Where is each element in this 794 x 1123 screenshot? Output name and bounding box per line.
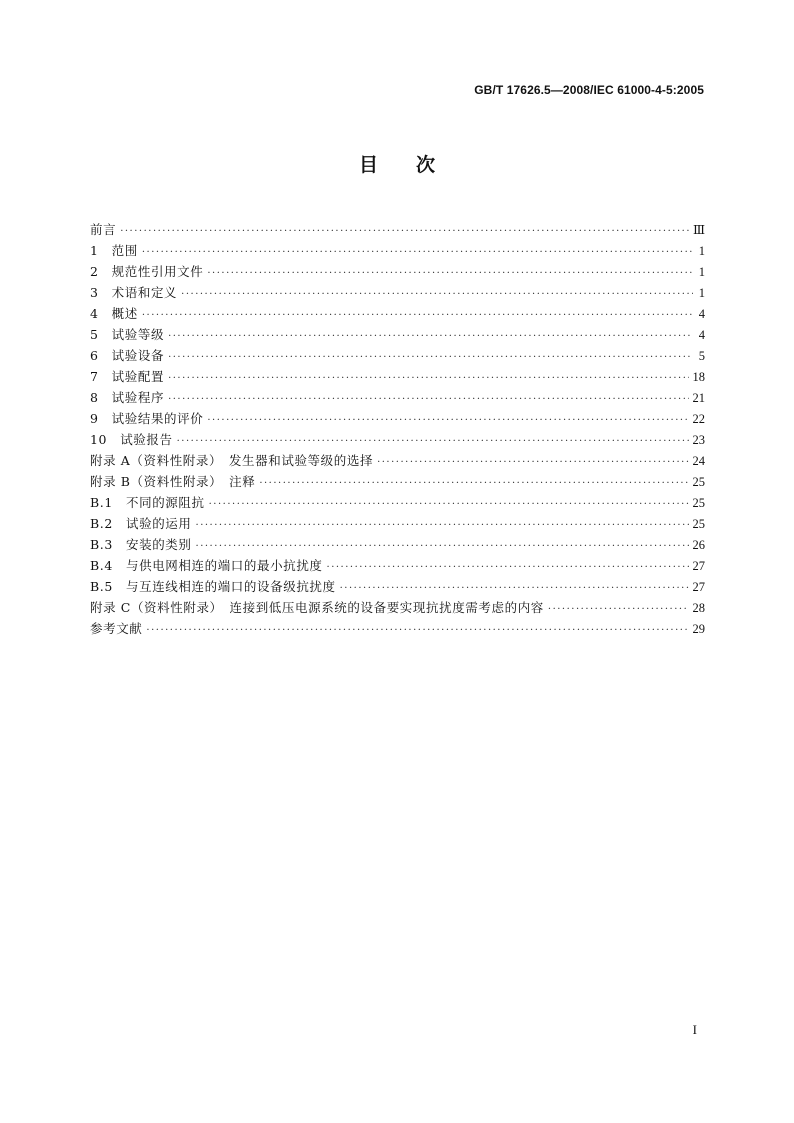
toc-entry-label: B.4 与供电网相连的端口的最小抗扰度 [90,558,323,573]
toc-entry-label: 参考文献 [90,621,143,636]
toc-entry-b5[interactable] [90,576,705,597]
toc-leader-dots [377,452,688,473]
toc-leader-dots [168,326,693,347]
toc-leader-dots [168,347,693,368]
toc-entry-8[interactable] [90,387,705,408]
toc-entry-label: 3 术语和定义 [90,285,178,300]
toc-entry-annex-a[interactable] [90,450,705,471]
toc-leader-dots [209,494,689,515]
toc-entry-label: 4 概述 [90,306,138,321]
toc-entry-page: 1 [698,265,705,279]
page-title-char-1: 目 [358,154,378,176]
toc-entry-page: 22 [692,412,705,426]
toc-entry-page: 4 [698,307,705,321]
toc-entry-label: 10 试验报告 [90,432,173,447]
toc-leader-dots [168,368,688,389]
toc-entry-page: 21 [692,391,705,405]
toc-leader-dots [168,389,688,410]
toc-entry-page: 24 [692,454,705,468]
standard-number-header: GB/T 17626.5—2008/IEC 61000-4-5:2005 [474,83,704,97]
toc-entry-b1[interactable] [90,492,705,513]
table-of-contents [90,219,705,639]
toc-entry-annex-b[interactable] [90,471,705,492]
toc-entry-5[interactable] [90,324,705,345]
toc-entry-label: B.5 与互连线相连的端口的设备级抗扰度 [90,579,336,594]
toc-leader-dots [196,515,689,536]
toc-entry-b3[interactable] [90,534,705,555]
toc-leader-dots [259,473,688,494]
toc-entry-page: 5 [698,349,705,363]
toc-entry-page: 27 [692,580,705,594]
toc-entry-1[interactable] [90,240,705,261]
toc-entry-b2[interactable] [90,513,705,534]
toc-leader-dots [207,410,688,431]
page-title-char-2: 次 [416,154,436,176]
toc-entry-2[interactable] [90,261,705,282]
toc-entry-label: 2 规范性引用文件 [90,264,204,279]
toc-entry-page: 25 [692,496,705,510]
toc-entry-label: 5 试验等级 [90,327,165,342]
toc-leader-dots [181,284,693,305]
toc-entry-10[interactable] [90,429,705,450]
toc-entry-annex-c[interactable] [90,597,705,618]
toc-entry-4[interactable] [90,303,705,324]
toc-leader-dots [196,536,689,557]
toc-entry-page: 18 [692,370,705,384]
toc-entry-page: 1 [698,286,705,300]
page-title [0,150,794,177]
toc-entry-page: 25 [692,475,705,489]
toc-leader-dots [340,578,689,599]
toc-leader-dots [146,620,688,641]
toc-entry-7[interactable] [90,366,705,387]
toc-entry-page: 26 [692,538,705,552]
toc-leader-dots [177,431,689,452]
toc-entry-page: 25 [692,517,705,531]
toc-entry-page: Ⅲ [692,223,705,237]
toc-entry-label: 前言 [90,222,117,237]
toc-leader-dots [207,263,693,284]
toc-entry-3[interactable] [90,282,705,303]
toc-entry-bibliography[interactable] [90,618,705,639]
toc-entry-page: 4 [698,328,705,342]
toc-entry-label: 7 试验配置 [90,369,165,384]
toc-leader-dots [142,305,693,326]
toc-entry-label: B.3 安装的类别 [90,537,192,552]
page-number: I [692,1022,697,1037]
toc-entry-label: 附录 A（资料性附录） 发生器和试验等级的选择 [90,453,374,468]
toc-entry-page: 23 [692,433,705,447]
toc-entry-page: 28 [692,601,705,615]
toc-entry-label: 6 试验设备 [90,348,165,363]
toc-leader-dots [120,221,689,242]
toc-leader-dots [142,242,693,263]
toc-leader-dots [327,557,689,578]
toc-entry-foreword[interactable] [90,219,705,240]
toc-entry-page: 27 [692,559,705,573]
toc-entry-label: B.1 不同的源阻抗 [90,495,205,510]
toc-entry-9[interactable] [90,408,705,429]
toc-entry-6[interactable] [90,345,705,366]
toc-leader-dots [548,599,689,620]
toc-entry-label: 8 试验程序 [90,390,165,405]
toc-entry-page: 29 [692,622,705,636]
toc-entry-label: 9 试验结果的评价 [90,411,204,426]
toc-entry-page: 1 [698,244,705,258]
toc-entry-label: 附录 C（资料性附录） 连接到低压电源系统的设备要实现抗扰度需考虑的内容 [90,600,544,615]
toc-entry-label: 1 范围 [90,243,138,258]
toc-entry-label: 附录 B（资料性附录） 注释 [90,474,256,489]
toc-entry-b4[interactable] [90,555,705,576]
toc-entry-label: B.2 试验的运用 [90,516,192,531]
